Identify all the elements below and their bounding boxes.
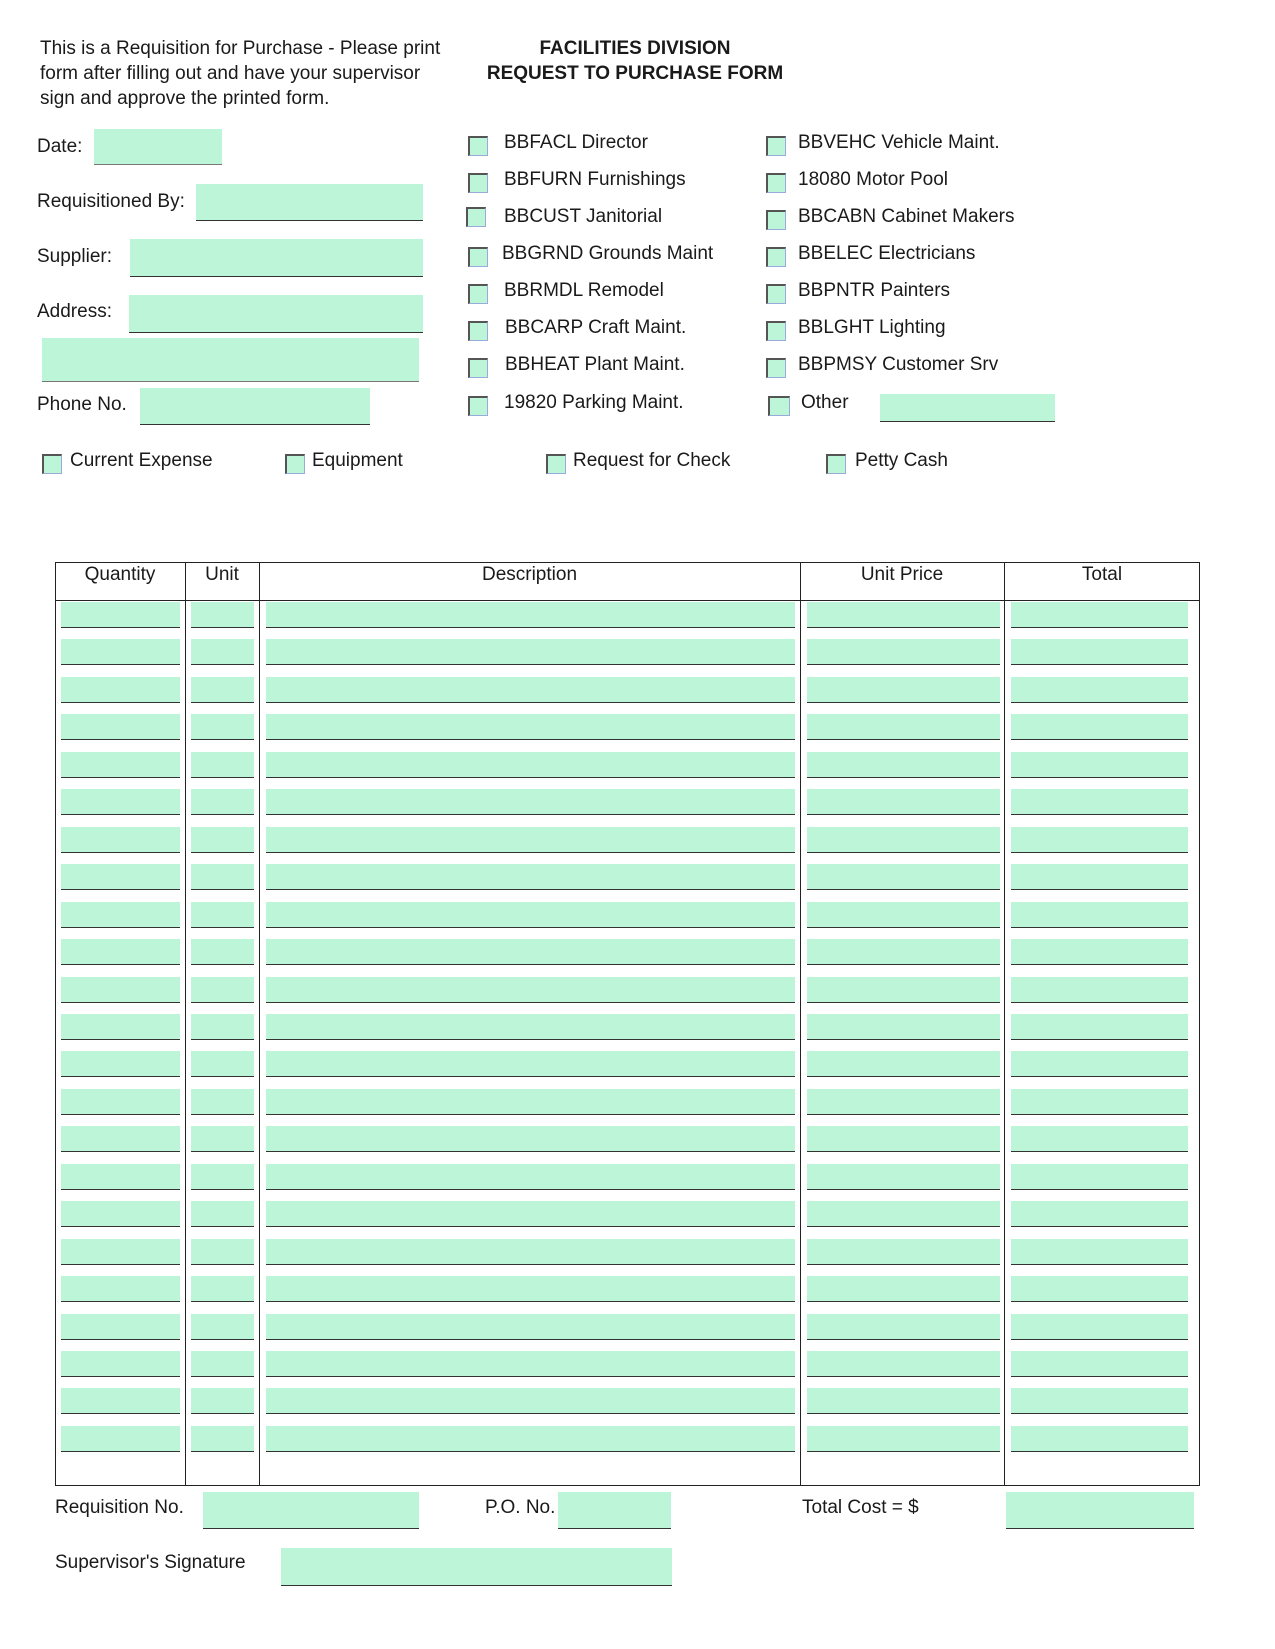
dept-label-bbfacl: BBFACL Director xyxy=(504,132,648,153)
quantity-cell[interactable] xyxy=(61,639,180,665)
address-label: Address: xyxy=(37,301,112,322)
quantity-cell[interactable] xyxy=(61,902,180,928)
unit-price-cell[interactable] xyxy=(807,1314,1000,1340)
po-no-field[interactable] xyxy=(558,1492,671,1529)
quantity-cell[interactable] xyxy=(61,602,180,628)
total-cell[interactable] xyxy=(1011,1126,1188,1152)
description-cell[interactable] xyxy=(266,827,795,853)
address-field-line1[interactable] xyxy=(129,295,423,333)
expense-label-equipment: Equipment xyxy=(312,450,403,471)
description-cell[interactable] xyxy=(266,714,795,740)
unit-cell[interactable] xyxy=(191,1276,254,1302)
description-cell[interactable] xyxy=(266,902,795,928)
unit-price-cell[interactable] xyxy=(807,714,1000,740)
quantity-cell[interactable] xyxy=(61,1014,180,1040)
quantity-cell[interactable] xyxy=(61,1051,180,1077)
description-cell[interactable] xyxy=(266,864,795,890)
description-cell[interactable] xyxy=(266,1351,795,1377)
description-cell[interactable] xyxy=(266,789,795,815)
dept-label-19820: 19820 Parking Maint. xyxy=(504,392,684,413)
total-cell[interactable] xyxy=(1011,1051,1188,1077)
description-cell[interactable] xyxy=(266,752,795,778)
unit-cell[interactable] xyxy=(191,1426,254,1452)
total-cell[interactable] xyxy=(1011,1276,1188,1302)
date-label: Date: xyxy=(37,136,83,157)
unit-price-cell[interactable] xyxy=(807,752,1000,778)
total-cell[interactable] xyxy=(1011,752,1188,778)
table-header-divider xyxy=(55,600,1200,601)
quantity-cell[interactable] xyxy=(61,1089,180,1115)
quantity-cell[interactable] xyxy=(61,1351,180,1377)
unit-cell[interactable] xyxy=(191,1051,254,1077)
total-cell[interactable] xyxy=(1011,1089,1188,1115)
description-cell[interactable] xyxy=(266,939,795,965)
unit-price-cell[interactable] xyxy=(807,1051,1000,1077)
quantity-cell[interactable] xyxy=(61,977,180,1003)
unit-cell[interactable] xyxy=(191,1164,254,1190)
unit-cell[interactable] xyxy=(191,977,254,1003)
unit-cell[interactable] xyxy=(191,1201,254,1227)
dept-label-bbcarp: BBCARP Craft Maint. xyxy=(505,317,687,338)
checkbox-bbcust[interactable] xyxy=(466,207,486,227)
total-cell[interactable] xyxy=(1011,1314,1188,1340)
header-total: Total xyxy=(1081,564,1123,585)
total-cell[interactable] xyxy=(1011,939,1188,965)
unit-price-cell[interactable] xyxy=(807,1388,1000,1414)
checkbox-bbcabn[interactable] xyxy=(766,210,786,230)
quantity-cell[interactable] xyxy=(61,1126,180,1152)
unit-cell[interactable] xyxy=(191,902,254,928)
requisitioned-by-field[interactable] xyxy=(196,184,423,221)
total-cell[interactable] xyxy=(1011,677,1188,703)
phone-label: Phone No. xyxy=(37,394,127,415)
unit-cell[interactable] xyxy=(191,639,254,665)
dept-label-bbgrnd: BBGRND Grounds Maint xyxy=(502,243,714,264)
unit-price-cell[interactable] xyxy=(807,1014,1000,1040)
header-description: Description xyxy=(481,564,578,585)
column-divider xyxy=(259,562,260,1486)
unit-cell[interactable] xyxy=(191,827,254,853)
dept-label-bbpmsy: BBPMSY Customer Srv xyxy=(798,354,999,375)
total-cell[interactable] xyxy=(1011,1201,1188,1227)
checkbox-bbelec[interactable] xyxy=(766,247,786,267)
unit-price-cell[interactable] xyxy=(807,827,1000,853)
checkbox-bbrmdl[interactable] xyxy=(468,284,488,304)
unit-price-cell[interactable] xyxy=(807,864,1000,890)
description-cell[interactable] xyxy=(266,602,795,628)
unit-price-cell[interactable] xyxy=(807,1201,1000,1227)
total-cell[interactable] xyxy=(1011,1164,1188,1190)
checkbox-other[interactable] xyxy=(768,396,790,416)
unit-cell[interactable] xyxy=(191,789,254,815)
unit-price-cell[interactable] xyxy=(807,1164,1000,1190)
quantity-cell[interactable] xyxy=(61,827,180,853)
unit-cell[interactable] xyxy=(191,1239,254,1265)
total-cell[interactable] xyxy=(1011,639,1188,665)
total-cell[interactable] xyxy=(1011,827,1188,853)
unit-cell[interactable] xyxy=(191,714,254,740)
form-title xyxy=(470,36,800,86)
total-cost-label: Total Cost = $ xyxy=(802,1497,919,1518)
header-quantity: Quantity xyxy=(84,564,156,585)
total-cell[interactable] xyxy=(1011,1351,1188,1377)
quantity-cell[interactable] xyxy=(61,677,180,703)
description-cell[interactable] xyxy=(266,977,795,1003)
total-cell[interactable] xyxy=(1011,1239,1188,1265)
unit-cell[interactable] xyxy=(191,1126,254,1152)
checkbox-petty-cash[interactable] xyxy=(826,454,846,474)
unit-cell[interactable] xyxy=(191,939,254,965)
quantity-cell[interactable] xyxy=(61,789,180,815)
unit-cell[interactable] xyxy=(191,1089,254,1115)
unit-price-cell[interactable] xyxy=(807,677,1000,703)
checkbox-bbvehc[interactable] xyxy=(766,136,786,156)
checkbox-request-for-check[interactable] xyxy=(546,454,566,474)
po-no-label: P.O. No. xyxy=(485,1497,556,1518)
total-cell[interactable] xyxy=(1011,602,1188,628)
phone-field[interactable] xyxy=(140,388,370,425)
description-cell[interactable] xyxy=(266,1051,795,1077)
description-cell[interactable] xyxy=(266,1314,795,1340)
description-cell[interactable] xyxy=(266,1089,795,1115)
checkbox-bbgrnd[interactable] xyxy=(468,247,488,267)
checkbox-18080[interactable] xyxy=(766,173,786,193)
dept-label-bbelec: BBELEC Electricians xyxy=(798,243,976,264)
expense-label-check: Request for Check xyxy=(573,450,731,471)
unit-cell[interactable] xyxy=(191,1314,254,1340)
header-unit-price: Unit Price xyxy=(860,564,944,585)
quantity-cell[interactable] xyxy=(61,714,180,740)
description-cell[interactable] xyxy=(266,677,795,703)
dept-label-bbfurn: BBFURN Furnishings xyxy=(504,169,686,190)
dept-label-bbrmdl: BBRMDL Remodel xyxy=(504,280,664,301)
description-cell[interactable] xyxy=(266,1201,795,1227)
expense-label-petty-cash: Petty Cash xyxy=(855,450,948,471)
checkbox-current-expense[interactable] xyxy=(42,454,62,474)
unit-cell[interactable] xyxy=(191,602,254,628)
total-cell[interactable] xyxy=(1011,1014,1188,1040)
total-cell[interactable] xyxy=(1011,789,1188,815)
description-cell[interactable] xyxy=(266,1164,795,1190)
dept-label-bbheat: BBHEAT Plant Maint. xyxy=(505,354,685,375)
other-field[interactable] xyxy=(880,394,1055,422)
description-cell[interactable] xyxy=(266,1426,795,1452)
unit-price-cell[interactable] xyxy=(807,1276,1000,1302)
total-cell[interactable] xyxy=(1011,864,1188,890)
total-cell[interactable] xyxy=(1011,1426,1188,1452)
unit-price-cell[interactable] xyxy=(807,939,1000,965)
total-cost-field[interactable] xyxy=(1006,1492,1194,1529)
total-cell[interactable] xyxy=(1011,977,1188,1003)
intro-text: This is a Requisition for Purchase - Please print form after filling out and have your supervisor sign and approve the printed form. xyxy=(40,38,441,109)
unit-price-cell[interactable] xyxy=(807,1239,1000,1265)
requisition-no-label: Requisition No. xyxy=(55,1497,184,1518)
form-title-line2: REQUEST TO PURCHASE FORM xyxy=(486,63,784,84)
column-divider xyxy=(185,562,186,1486)
requisition-no-field[interactable] xyxy=(203,1492,419,1529)
quantity-cell[interactable] xyxy=(61,1201,180,1227)
unit-cell[interactable] xyxy=(191,752,254,778)
requisitioned-by-label: Requisitioned By: xyxy=(37,191,185,212)
unit-price-cell[interactable] xyxy=(807,1089,1000,1115)
quantity-cell[interactable] xyxy=(61,1276,180,1302)
address-field-line2[interactable] xyxy=(42,338,419,382)
checkbox-bbcarp[interactable] xyxy=(468,321,488,341)
dept-label-bbvehc: BBVEHC Vehicle Maint. xyxy=(798,132,1000,153)
unit-cell[interactable] xyxy=(191,1388,254,1414)
dept-label-bblght: BBLGHT Lighting xyxy=(798,317,946,338)
checkbox-bbpntr[interactable] xyxy=(766,284,786,304)
quantity-cell[interactable] xyxy=(61,1164,180,1190)
expense-label-current: Current Expense xyxy=(70,450,213,471)
unit-price-cell[interactable] xyxy=(807,602,1000,628)
description-cell[interactable] xyxy=(266,1388,795,1414)
description-cell[interactable] xyxy=(266,1276,795,1302)
quantity-cell[interactable] xyxy=(61,752,180,778)
supplier-field[interactable] xyxy=(130,239,423,277)
dept-label-bbcust: BBCUST Janitorial xyxy=(504,206,663,227)
unit-cell[interactable] xyxy=(191,677,254,703)
dept-label-18080: 18080 Motor Pool xyxy=(798,169,948,190)
total-cell[interactable] xyxy=(1011,714,1188,740)
checkbox-bbfacl[interactable] xyxy=(468,136,488,156)
unit-price-cell[interactable] xyxy=(807,902,1000,928)
quantity-cell[interactable] xyxy=(61,939,180,965)
unit-cell[interactable] xyxy=(191,864,254,890)
checkbox-bblght[interactable] xyxy=(766,321,786,341)
checkbox-19820[interactable] xyxy=(468,396,488,416)
total-cell[interactable] xyxy=(1011,902,1188,928)
quantity-cell[interactable] xyxy=(61,864,180,890)
unit-cell[interactable] xyxy=(191,1014,254,1040)
description-cell[interactable] xyxy=(266,1014,795,1040)
unit-price-cell[interactable] xyxy=(807,789,1000,815)
column-divider xyxy=(1004,562,1005,1486)
dept-label-other: Other xyxy=(801,392,849,413)
quantity-cell[interactable] xyxy=(61,1426,180,1452)
quantity-cell[interactable] xyxy=(61,1314,180,1340)
supervisor-signature-label: Supervisor's Signature xyxy=(55,1552,246,1573)
checkbox-bbfurn[interactable] xyxy=(468,173,488,193)
unit-price-cell[interactable] xyxy=(807,977,1000,1003)
unit-price-cell[interactable] xyxy=(807,1126,1000,1152)
description-cell[interactable] xyxy=(266,639,795,665)
dept-label-bbcabn: BBCABN Cabinet Makers xyxy=(798,206,1015,227)
supervisor-signature-field[interactable] xyxy=(281,1548,672,1586)
description-cell[interactable] xyxy=(266,1239,795,1265)
unit-cell[interactable] xyxy=(191,1351,254,1377)
unit-price-cell[interactable] xyxy=(807,1426,1000,1452)
total-cell[interactable] xyxy=(1011,1388,1188,1414)
unit-price-cell[interactable] xyxy=(807,1351,1000,1377)
column-divider xyxy=(800,562,801,1486)
form-title-line1: FACILITIES DIVISION xyxy=(539,38,731,59)
quantity-cell[interactable] xyxy=(61,1239,180,1265)
date-field[interactable] xyxy=(94,129,222,165)
quantity-cell[interactable] xyxy=(61,1388,180,1414)
unit-price-cell[interactable] xyxy=(807,639,1000,665)
checkbox-bbheat[interactable] xyxy=(468,358,488,378)
description-cell[interactable] xyxy=(266,1126,795,1152)
supplier-label: Supplier: xyxy=(37,246,112,267)
dept-label-bbpntr: BBPNTR Painters xyxy=(798,280,951,301)
checkbox-bbpmsy[interactable] xyxy=(766,358,786,378)
header-unit: Unit xyxy=(205,564,239,585)
checkbox-equipment[interactable] xyxy=(285,454,305,474)
